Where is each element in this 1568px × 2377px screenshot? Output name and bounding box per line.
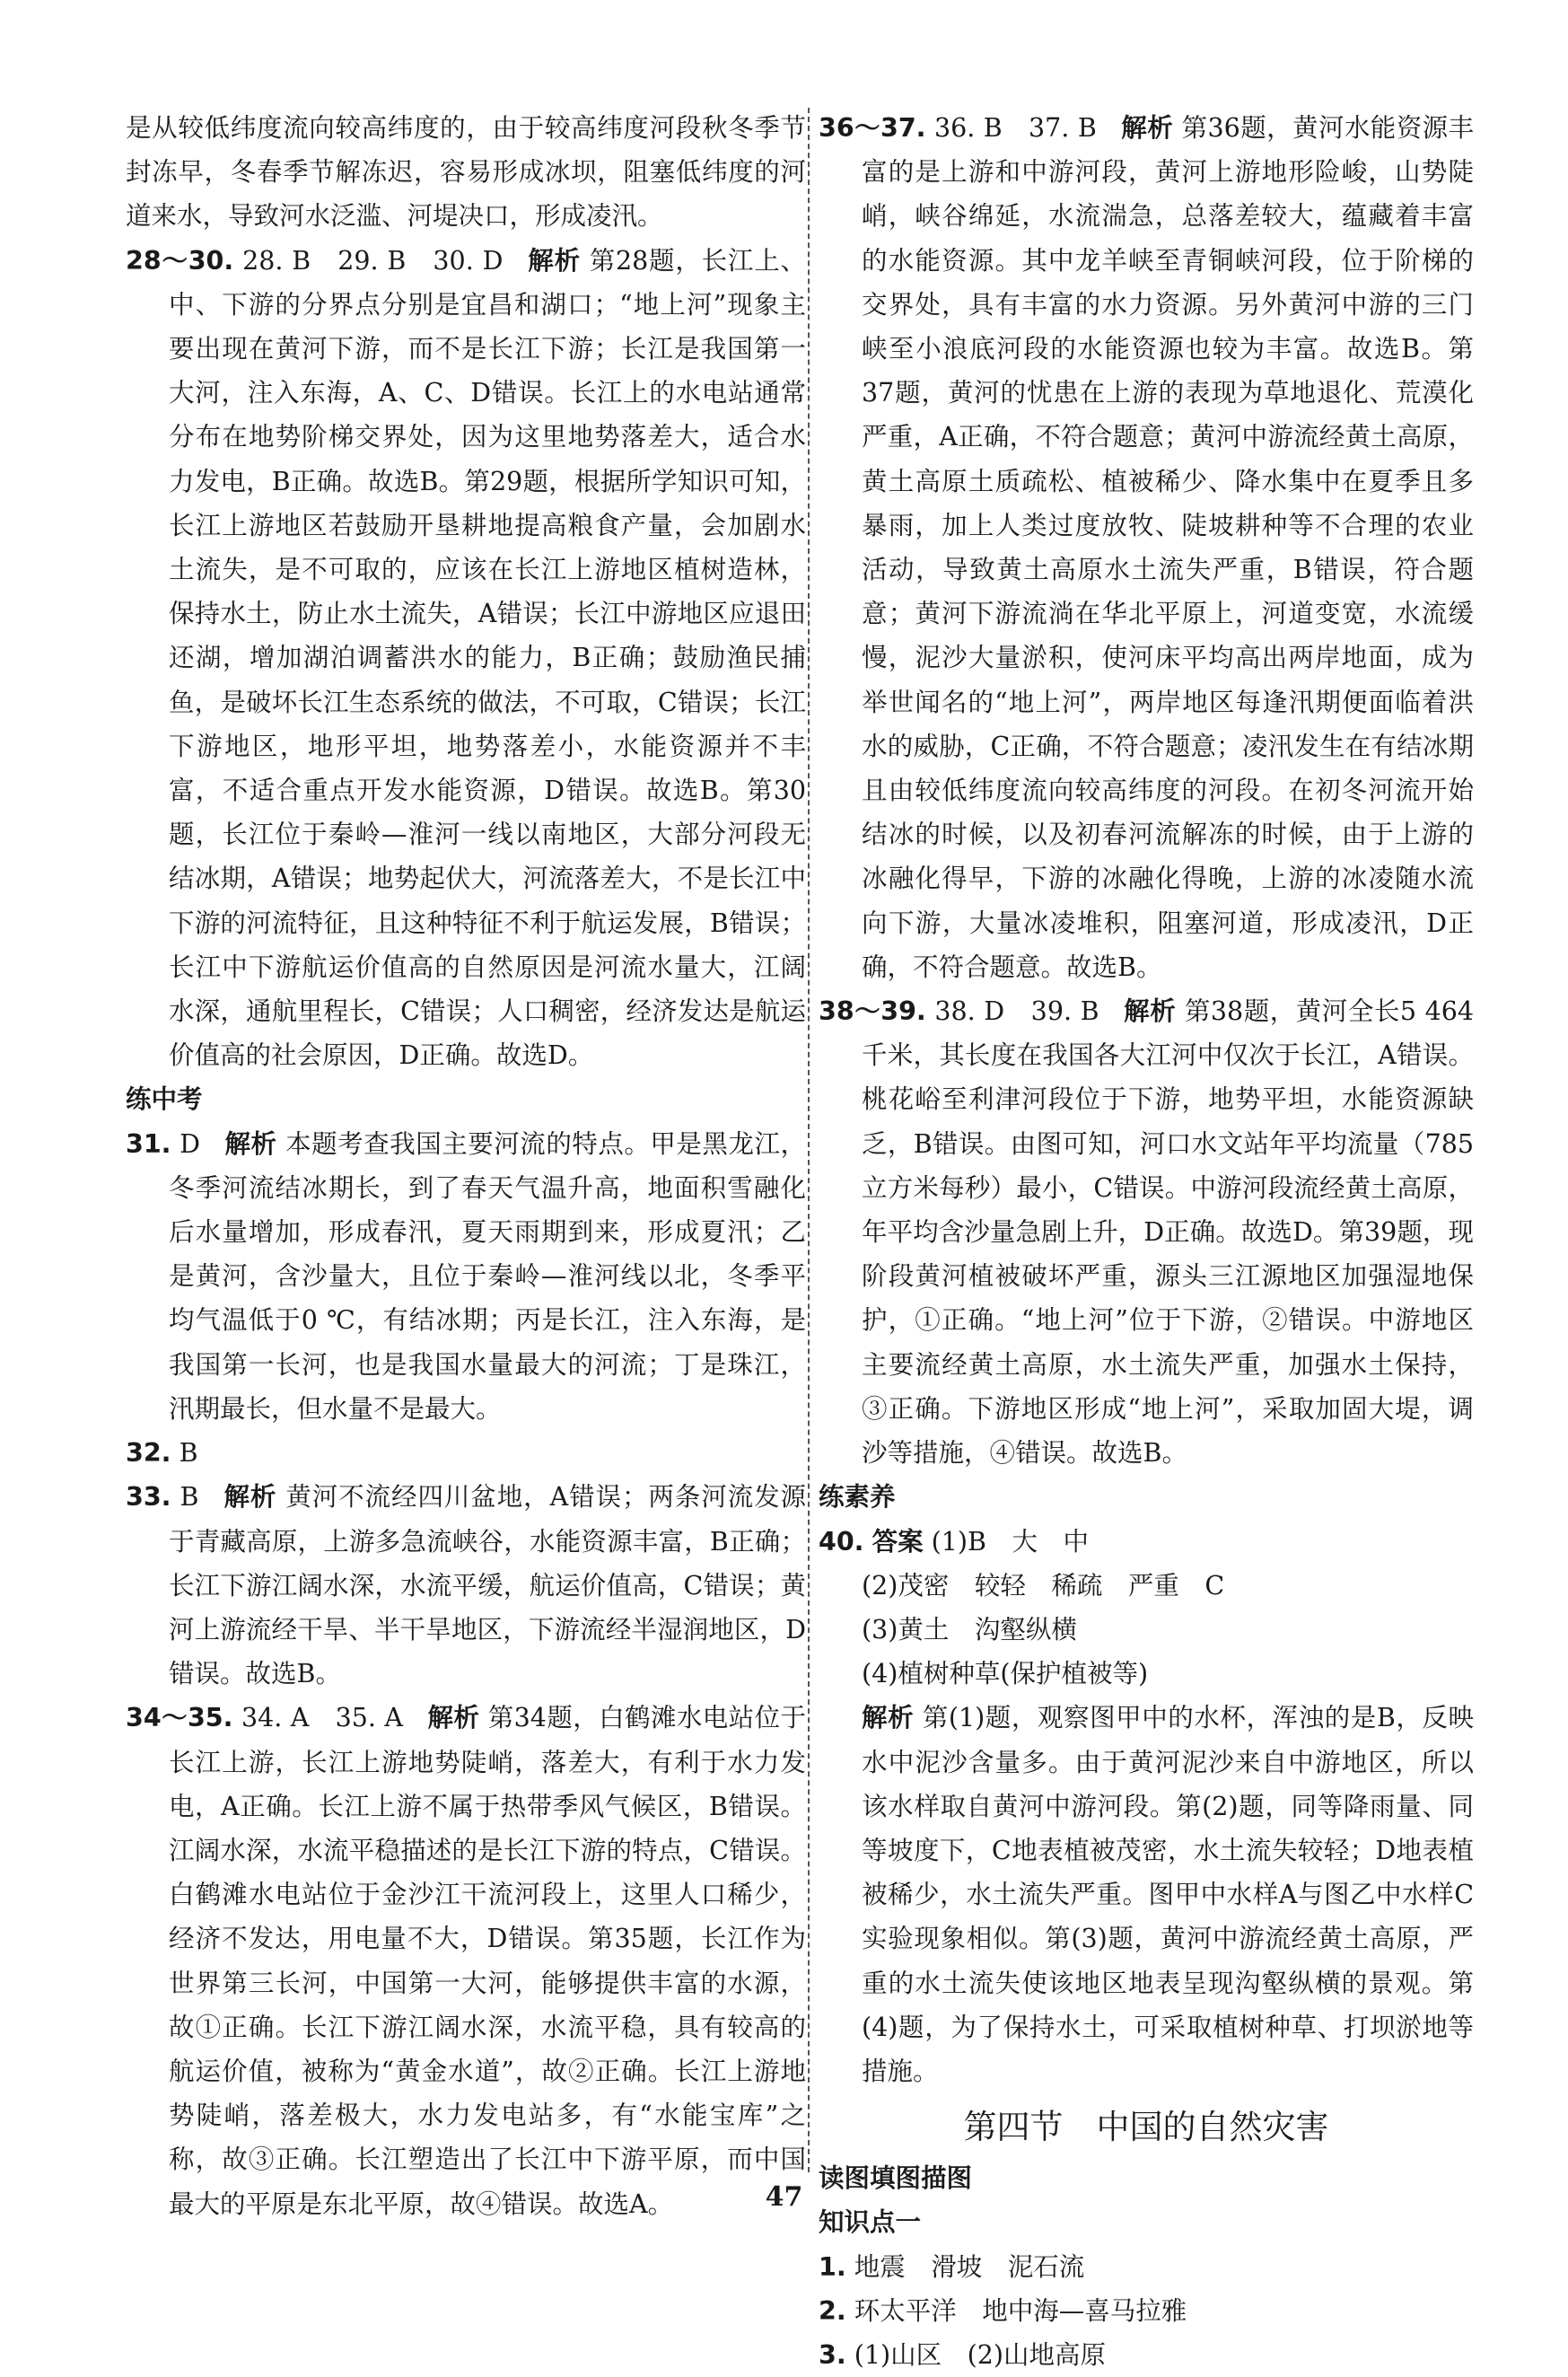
answer-28-30 [126, 239, 806, 1078]
answer-key: 28. B 29. B 30. D [242, 245, 504, 276]
item-text: 地震 滑坡 泥石流 [854, 2251, 1085, 2282]
answer-34-35 [126, 1696, 806, 2225]
analysis-tag: 解析 [528, 245, 581, 276]
analysis-tag: 解析 [1121, 113, 1174, 143]
item-number: 1. [819, 2251, 846, 2282]
answer-key: 38. D 39. B [934, 996, 1099, 1027]
column-divider [808, 108, 810, 2172]
question-number: 33. [126, 1482, 171, 1513]
analysis-text: 第(1)题，观察图甲中的水杯，浑浊的是B，反映水中泥沙含量多。由于黄河泥沙来自中游地区，所以该水样取自黄河中游河段。第(2)题，同等降雨量、同等坡度下，C地表植被茂密，水土流失较轻；D地表植被稀少，水土流失严重。图甲中水样A与图乙中水样C实验现象相似。第(3)题，黄河中游流经黄土高原，严重的水土流失使该地区地表呈现沟壑纵横的景观。第(4)题，为了保持水土，可采取植树种草、打坝淤地等措施。 [862, 1703, 1474, 2086]
item-number: 2. [819, 2295, 846, 2326]
answer-40 [819, 1520, 1474, 1564]
analysis-text: 第34题，白鹤滩水电站位于长江上游，长江上游地势陡峭，落差大，有利于水力发电，A正确。长江上游不属于热带季风气候区，B错误。江阔水深，水流平稳描述的是长江下游的特点，C错误。白鹤滩水电站位于金沙江干流河段上，这里人口稀少，经济不发达，用电量不大，D错误。第35题，长江作为世界第三长河，中国第一大河，能够提供丰富的水源，故①正确。长江下游江阔水深，水流平稳，具有较高的航运价值，被称为“黄金水道”，故②正确。长江上游地势陡峭，落差极大，水力发电站多，有“水能宝库”之称，故③正确。长江塑造出了长江中下游平原，而中国最大的平原是东北平原，故④错误。故选A。 [169, 1703, 806, 2219]
answer-38-39 [819, 989, 1474, 1475]
analysis-text: 本题考查我国主要河流的特点。甲是黑龙江，冬季河流结冰期长，到了春天气温升高，地面积雪融化后水量增加，形成春汛，夏天雨期到来，形成夏汛；乙是黄河，含沙量大，且位于秦岭—淮河线以北，冬季平均气温低于0 ℃，有结冰期；丙是长江，注入东海，是我国第一长河，也是我国水量最大的河流；丁是珠江，汛期最长，但水量不是最大。 [169, 1128, 806, 1424]
answer-part-3: (3)黄土 沟壑纵横 [862, 1614, 1077, 1645]
page-number: 47 [765, 2181, 803, 2213]
answer-key: D [180, 1128, 200, 1159]
subheading-dutu: 读图填图描图 [819, 2163, 973, 2194]
answer-key: B [180, 1482, 199, 1513]
analysis-tag: 解析 [862, 1703, 915, 1733]
answer-32 [126, 1431, 806, 1475]
analysis-text: 第38题，黄河全长5 464千米，其长度在我国各大江河中仅次于长江，A错误。桃花峪至利津河段位于下游，地势平坦，水能资源缺乏，B错误。由图可知，河口水文站年平均流量（785立方米每秒）最小，C错误。中游河段流经黄土高原，年平均含沙量急剧上升，D正确。故选D。第39题，现阶段黄河植被破坏严重，源头三江源地区加强湿地保护，①正确。“地上河”位于下游，②错误。中游地区主要流经黄土高原，水土流失严重，加强水土保持，③正确。下游地区形成“地上河”，采取加固大堤，调沙等措施，④错误。故选B。 [862, 996, 1475, 1469]
question-number: 40. [819, 1526, 864, 1557]
answer-label: 答案 [872, 1526, 924, 1557]
right-column [819, 106, 1474, 2377]
analysis-text: 第36题，黄河水能资源丰富的是上游和中游河段，黄河上游地形险峻，山势陡峭，峡谷绵延，水流湍急，总落差较大，蕴藏着丰富的水能资源。其中龙羊峡至青铜峡河段，位于阶梯的交界处，具有丰富的水力资源。另外黄河中游的三门峡至小浪底河段的水能资源也较为丰富。故选B。第37题，黄河的忧患在上游的表现为草地退化、荒漠化严重，A正确，不符合题意；黄河中游流经黄土高原，黄土高原土质疏松、植被稀少、降水集中在夏季且多暴雨，加上人类过度放牧、陡坡耕种等不合理的农业活动，导致黄土高原水土流失严重，B错误，符合题意；黄河下游流淌在华北平原上，河道变宽，水流缓慢，泥沙大量淤积，使河床平均高出两岸地面，成为举世闻名的“地上河”，两岸地区每逢汛期便面临着洪水的威胁，C正确，不符合题意；凌汛发生在有结冰期且由较低纬度流向较高纬度的河段。在初冬河流开始结冰的时候，以及初春河流解冻的时候，由于上游的冰融化得早，下游的冰融化得晚，上游的冰凌随水流向下游，大量冰凌堆积，阻塞河道，形成凌汛，D正确，不符合题意。故选B。 [862, 113, 1475, 982]
question-number: 31. [126, 1128, 171, 1159]
question-number: 28～30. [126, 245, 234, 276]
item-text: (1)山区 (2)山地高原 [854, 2339, 1106, 2370]
section-liansuyang: 练素养 [819, 1482, 896, 1513]
question-number: 32. [126, 1438, 171, 1469]
knowledge-item-1 [819, 2245, 1474, 2289]
answer-31 [126, 1122, 806, 1431]
item-text: 环太平洋 地中海—喜马拉雅 [854, 2295, 1187, 2326]
knowledge-item-2 [819, 2289, 1474, 2333]
subheading-zhishidian: 知识点一 [819, 2207, 922, 2238]
answer-key: 34. A 35. A [241, 1703, 403, 1733]
answer-part-2: (2)茂密 较轻 稀疏 严重 C [862, 1570, 1225, 1601]
section-lianzhongkao: 练中考 [126, 1084, 203, 1115]
analysis-tag: 解析 [223, 1482, 277, 1513]
continued-paragraph: 是从较低纬度流向较高纬度的，由于较高纬度河段秋冬季节封冻早，冬春季节解冻迟，容易形成冰坝，阻塞低纬度的河道来水，导致河水泛滥、河堤决口，形成凌汛。 [126, 113, 806, 232]
analysis-tag: 解析 [224, 1128, 277, 1159]
answer-key: 36. B 37. B [933, 113, 1097, 143]
analysis-tag: 解析 [1124, 996, 1177, 1027]
analysis-text: 第28题，长江上、中、下游的分界点分别是宜昌和湖口；“地上河”现象主要出现在黄河下游，而不是长江下游；长江是我国第一大河，注入东海，A、C、D错误。长江上的水电站通常分布在地势阶梯交界处，因为这里地势落差大，适合水力发电，B正确。故选B。第29题，根据所学知识可知，长江上游地区若鼓励开垦耕地提高粮食产量，会加剧水土流失，是不可取的，应该在长江上游地区植树造林，保持水土，防止水土流失，A错误；长江中游地区应退田还湖，增加湖泊调蓄洪水的能力，B正确；鼓励渔民捕鱼，是破坏长江生态系统的做法，不可取，C错误；长江下游地区，地形平坦，地势落差小，水能资源并不丰富，不适合重点开发水能资源，D错误。故选B。第30题，长江位于秦岭—淮河一线以南地区，大部分河段无结冰期，A错误；地势起伏大，河流落差大，不是长江中下游的河流特征，且这种特征不利于航运发展，B错误；长江中下游航运价值高的自然原因是河流水量大，江阔水深，通航里程长，C错误；人口稠密，经济发达是航运价值高的社会原因，D正确。故选D。 [169, 245, 806, 1071]
analysis-text: 黄河不流经四川盆地，A错误；两条河流发源于青藏高原，上游多急流峡谷，水能资源丰富，B正确；长江下游江阔水深，水流平缓，航运价值高，C错误；黄河上游流经干旱、半干旱地区，下游流经半湿润地区，D错误。故选B。 [169, 1482, 807, 1689]
analysis-tag: 解析 [427, 1703, 480, 1733]
question-number: 36～37. [819, 113, 926, 143]
answer-part-1: (1)B 大 中 [931, 1526, 1089, 1557]
answer-36-37 [819, 106, 1474, 989]
item-number: 3. [819, 2339, 846, 2370]
left-column [126, 106, 806, 2226]
knowledge-item-3 [819, 2333, 1474, 2377]
question-number: 38～39. [819, 996, 926, 1027]
question-number: 34～35. [126, 1703, 233, 1733]
answer-33 [126, 1475, 806, 1696]
section-title: 第四节 中国的自然灾害 [963, 2108, 1329, 2147]
answer-key: B [179, 1438, 198, 1469]
answer-40-analysis [819, 1696, 1474, 2093]
answer-part-4: (4)植树种草(保护植被等) [862, 1659, 1149, 1689]
